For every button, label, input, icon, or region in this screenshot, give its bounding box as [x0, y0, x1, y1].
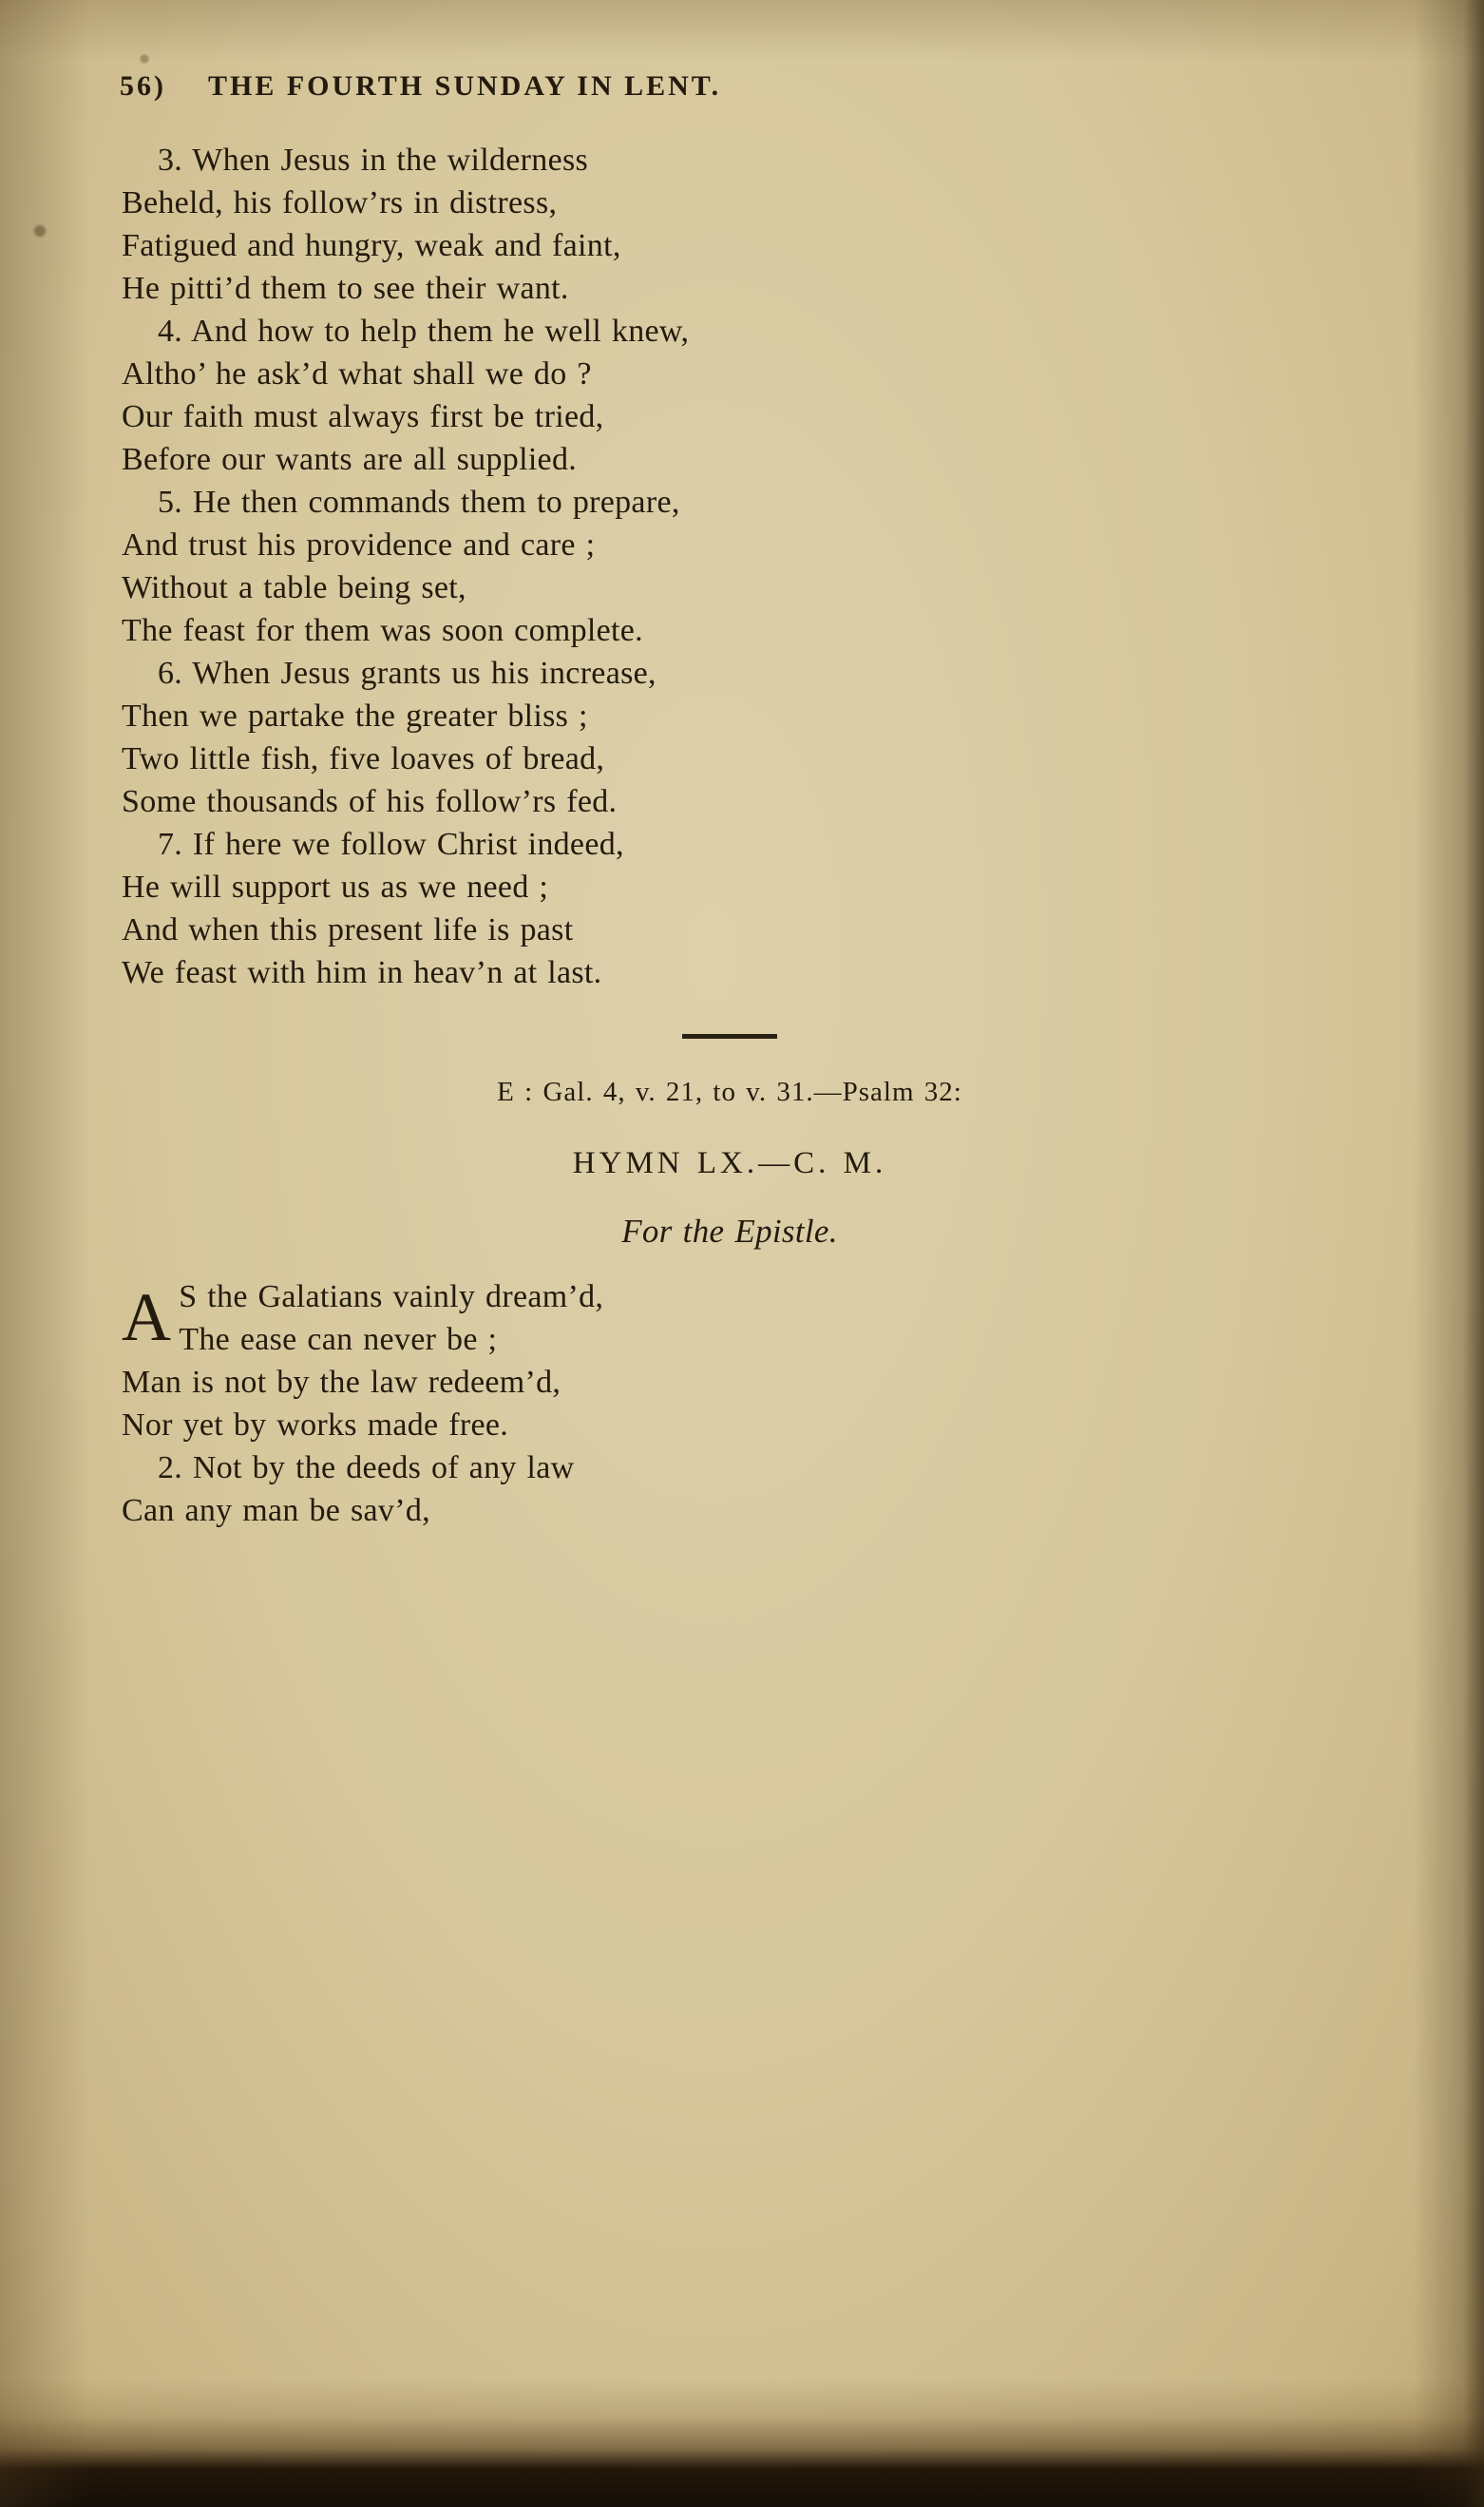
hymn-subtitle: For the Epistle. [621, 1213, 838, 1250]
verse-line: Some thousands of his follow’rs fed. [122, 784, 618, 819]
hymn-text-block [122, 139, 1338, 1532]
page-header [120, 70, 721, 103]
verse-5 [122, 481, 1338, 652]
verse-line: Fatigued and hungry, weak and faint, [122, 228, 621, 263]
verse-4 [122, 310, 1338, 481]
hymn-title: HYMN LX.—C. M. [572, 1146, 887, 1180]
verse-line: Can any man be sav’d, [122, 1493, 430, 1528]
verse-line: The ease can never be ; [179, 1322, 498, 1357]
stanza-2 [122, 1446, 1338, 1532]
page-number: 56) [120, 70, 166, 102]
verse-line: Before our wants are all supplied. [122, 442, 578, 477]
verse-line: 6. When Jesus grants us his increase, [158, 656, 656, 691]
dropcap-letter: A [122, 1279, 172, 1355]
stanza-1 [122, 1275, 1338, 1446]
scripture-reference: E : Gal. 4, v. 21, to v. 31.—Psalm 32: [497, 1077, 962, 1107]
verse-line: Beheld, his follow’rs in distress, [122, 185, 558, 220]
verse-line: 3. When Jesus in the wilderness [158, 143, 589, 178]
verse-line: The feast for them was soon complete. [122, 613, 643, 648]
verse-line: Without a table being set, [122, 570, 466, 605]
verse-line: Man is not by the law redeem’d, [122, 1365, 561, 1400]
verse-line: Nor yet by works made free. [122, 1407, 509, 1443]
verse-line: And when this present life is past [122, 912, 574, 947]
verse-line: Our faith must always first be tried, [122, 399, 604, 434]
verse-line: We feast with him in heav’n at last. [122, 955, 602, 990]
page-title: THE FOURTH SUNDAY IN LENT. [208, 70, 722, 102]
verse-7 [122, 823, 1338, 994]
verse-line: Two little fish, five loaves of bread, [122, 741, 605, 776]
verse-line: 5. He then commands them to prepare, [158, 485, 680, 520]
verse-line: And trust his providence and care ; [122, 527, 596, 563]
verse-line: 7. If here we follow Christ indeed, [158, 827, 624, 862]
verse-line: He pitti’d them to see their want. [122, 271, 569, 306]
verse-line: 2. Not by the deeds of any law [158, 1450, 575, 1485]
verse-6 [122, 652, 1338, 823]
verse-line: S the Galatians vainly dream’d, [179, 1279, 604, 1314]
verse-line: 4. And how to help them he well knew, [158, 314, 690, 349]
verse-3 [122, 139, 1338, 310]
verse-line: Then we partake the greater bliss ; [122, 699, 588, 734]
verse-line: Altho’ he ask’d what shall we do ? [122, 356, 592, 392]
section-divider [682, 1034, 777, 1039]
verse-line: He will support us as we need ; [122, 870, 549, 905]
